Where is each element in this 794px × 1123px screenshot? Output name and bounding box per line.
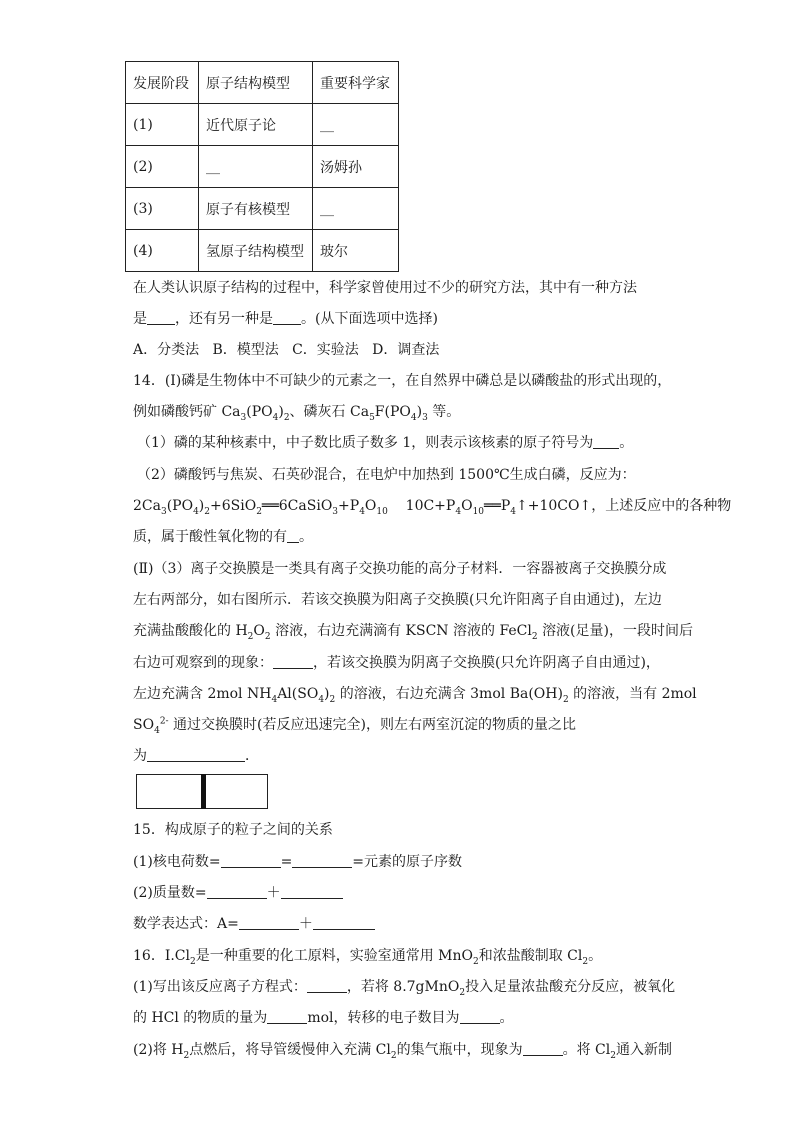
q15-text-line	[133, 852, 462, 872]
q14-text: SO	[133, 717, 155, 733]
q14-text: 溶液(足量)，一段时间后	[542, 623, 693, 639]
q13-text: 。(从下面选项中选择)	[301, 311, 438, 327]
equation-text: ↑+10CO↑，上述反应中的各种物	[516, 498, 732, 514]
q14-text: （1）磷的某种核素中，中子数比质子数多 1，则表示该核素的原子符号为	[137, 435, 594, 451]
q16-text: (1)写出该反应离子方程式：	[133, 979, 307, 995]
q16-text: mol，转移的电子数目为	[307, 1010, 460, 1026]
table-cell: __	[199, 146, 313, 188]
q13-options	[133, 340, 439, 360]
table-row	[126, 146, 399, 188]
q14-text: 充满盐酸酸化的 H	[133, 623, 248, 639]
q16-text: 是一种重要的化工原料，实验室通常用 MnO	[195, 948, 473, 964]
q15-title-text: 15．构成原子的粒子之间的关系	[133, 822, 333, 838]
q16-text: ，若将 8.7gMnO	[346, 979, 460, 995]
ion-exchange-membrane	[201, 774, 206, 809]
q14-equation-line: $2Ca_3(PO_4)_2+6SiO_2══6CaSiO_3+P_4O_{10}$ $10C+P_4O_{10}══P_4↑+10CO↑$，上述反应中的各种物	[133, 498, 732, 517]
table-cell: (3)	[126, 188, 199, 230]
q16-text: 点燃后，将导管缓慢伸入充满 Cl	[189, 1042, 391, 1058]
table-cell: 玻尔	[313, 230, 399, 272]
q16-text: 的 HCl 的物质的量为	[133, 1010, 268, 1026]
equation-text: +P	[338, 498, 360, 514]
q15-text: (1)核电荷数=	[133, 854, 221, 870]
table-cell: 氢原子结构模型	[199, 230, 313, 272]
q14-text: 、磷灰石 Ca	[289, 404, 370, 420]
q14-text-line	[133, 590, 662, 610]
answer-blank[interactable]	[147, 310, 175, 325]
q14-text-line: $SO_4^{2-}$ 通过交换膜时(若反应迅速完全)，则左右两室沉淀的物质的量之比	[133, 716, 576, 736]
answer-blank[interactable]	[307, 978, 347, 993]
table-cell: (4)	[126, 230, 199, 272]
q16-text: (2)将 H	[133, 1042, 184, 1058]
answer-blank[interactable]	[273, 310, 301, 325]
q16-text-line: (2)将 $H_2$点燃后，将导管缓慢伸入充满 $Cl_2$的集气瓶中，现象为 。将 $Cl_2$通入新制	[133, 1042, 672, 1061]
q14-text-line: 充满盐酸酸化的 $H_2O_2$ 溶液，右边充满滴有 KSCN 溶液的 FeCl$_2$ 溶液(足量)，一段时间后	[133, 623, 693, 642]
answer-blank[interactable]	[239, 915, 299, 930]
q15-text: =元素的原子序数	[352, 854, 463, 870]
q14-line8: 左右两部分，如右图所示．若该交换膜为阳离子交换膜(只允许阳离子自由通过)，左边	[133, 592, 662, 608]
q14-text: 等。	[432, 404, 461, 420]
q16-text: 。	[499, 1010, 514, 1026]
q14-line1: 14．(Ⅰ)磷是生物体中不可缺少的元素之一，在自然界中磷总是以磷酸盐的形式出现的，	[133, 373, 672, 389]
equation-text: 10C+P	[387, 498, 456, 514]
q14-line4: （2）磷酸钙与焦炭、石英砂混合，在电炉中加热到 1500℃生成白磷，反应为：	[137, 467, 636, 483]
q14-text: 质，属于酸性氧化物的有	[133, 529, 287, 545]
q15-text: (2)质量数=	[133, 885, 207, 901]
answer-blank[interactable]	[207, 884, 267, 899]
answer-blank[interactable]	[292, 853, 352, 868]
q13-text-line	[133, 278, 637, 298]
table-header-cell: 重要科学家	[313, 62, 399, 104]
table-cell: __	[313, 104, 399, 146]
q14-text: 左边充满含 2mol NH	[133, 686, 272, 702]
table-header-row	[126, 62, 399, 104]
q15-title	[133, 820, 333, 840]
q14-text-line: 左边充满含 2mol $NH_4Al(SO_4)_2$ 的溶液，右边充满含 3mol $Ba(OH)_2$ 的溶液，当有 2mol	[133, 686, 697, 705]
q15-text: ＋	[298, 916, 313, 932]
q14-text: 例如磷酸钙矿 Ca	[133, 404, 241, 420]
q13-text: 是	[133, 311, 147, 327]
q14-text: 为	[133, 748, 147, 764]
q16-text-line	[133, 1008, 514, 1028]
q14-text-line	[137, 433, 633, 453]
q16-text: 。	[588, 948, 603, 964]
answer-blank[interactable]	[221, 853, 281, 868]
equation-text: ══P	[484, 498, 511, 514]
table-row	[126, 104, 399, 146]
q14-text: 。	[619, 435, 634, 451]
q16-text-line: 16．$I.Cl_2$是一种重要的化工原料，实验室通常用 MnO$_2$和浓盐酸制取 $Cl_2$。	[133, 948, 603, 967]
q14-text: 通过交换膜时(若反应迅速完全)，则左右两室沉淀的物质的量之比	[173, 717, 576, 733]
equation-text: +6SiO	[210, 498, 257, 514]
q13-line1: 在人类认识原子结构的过程中，科学家曾使用过不少的研究方法，其中有一种方法	[133, 280, 637, 296]
q16-text: 。将 Cl	[562, 1042, 611, 1058]
q14-text: 的溶液，当有 2mol	[573, 686, 697, 702]
table-cell: 汤姆孙	[313, 146, 399, 188]
table-cell: 原子有核模型	[199, 188, 313, 230]
answer-blank[interactable]	[267, 1009, 307, 1024]
q14-line7: (Ⅱ)（3）离子交换膜是一类具有离子交换功能的高分子材料．一容器被离子交换膜分成	[133, 561, 667, 577]
q15-text-line	[133, 883, 343, 903]
q16-text: 16．I.Cl	[133, 948, 190, 964]
answer-blank[interactable]	[147, 747, 245, 762]
table-cell: __	[313, 188, 399, 230]
equation-text: ══6CaSiO	[261, 498, 333, 514]
answer-blank[interactable]	[287, 528, 299, 543]
table-row	[126, 188, 399, 230]
q14-text-line	[133, 653, 660, 673]
q15-text-line	[133, 914, 375, 934]
q14-text-line	[133, 746, 259, 766]
answer-blank[interactable]	[593, 434, 619, 449]
q16-text: 投入足量浓盐酸充分反应，被氧化	[465, 979, 676, 995]
table-cell: (2)	[126, 146, 199, 188]
q15-text: ＋	[266, 885, 281, 901]
answer-blank[interactable]	[460, 1009, 500, 1024]
q14-text-line	[133, 559, 666, 579]
q15-text: =	[280, 854, 293, 870]
answer-blank[interactable]	[313, 915, 375, 930]
q14-text-line	[137, 465, 636, 485]
q14-text: Al(SO	[277, 686, 319, 702]
table-header-cell: 原子结构模型	[199, 62, 313, 104]
q15-text: 数学表达式：A=	[133, 916, 239, 932]
q13-text: ，还有另一种是	[175, 311, 273, 327]
q14-text: 。	[299, 529, 313, 545]
q14-text-line	[133, 527, 313, 547]
answer-blank[interactable]	[523, 1041, 563, 1056]
q16-text-line: (1)写出该反应离子方程式： ，若将 8.7gMnO$_2$投入足量浓盐酸充分反应，被氧化	[133, 979, 676, 998]
q14-text-line: 例如磷酸钙矿 $Ca_3(PO_4)_2$、磷灰石 $Ca_5F(PO_4)_3$ 等。	[133, 404, 461, 423]
q16-text: 和浓盐酸制取 Cl	[478, 948, 583, 964]
table-cell: (1)	[126, 104, 199, 146]
q16-text: 通入新制	[615, 1042, 672, 1058]
answer-blank[interactable]	[281, 884, 343, 899]
atomic-model-table	[125, 61, 399, 272]
answer-blank[interactable]	[273, 654, 313, 669]
table-row	[126, 230, 399, 272]
q14-text: ，若该交换膜为阴离子交换膜(只允许阴离子自由通过)，	[313, 655, 660, 671]
q14-text: 溶液，右边充满滴有 KSCN 溶液的 FeCl	[275, 623, 532, 639]
q13-options-text: A．分类法 B．模型法 C．实验法 D．调查法	[133, 342, 440, 358]
equation-text: 2Ca	[133, 498, 161, 514]
q14-text-line	[133, 371, 671, 391]
q14-text: ．	[245, 748, 259, 764]
q14-text: 右边可观察到的现象：	[133, 655, 273, 671]
q14-text: 的溶液，右边充满含 3mol Ba(OH)	[339, 686, 563, 702]
table-cell: 近代原子论	[199, 104, 313, 146]
q13-text-line	[133, 309, 438, 329]
ion-exchange-container-diagram	[136, 774, 268, 809]
table-header-cell: 发展阶段	[126, 62, 199, 104]
q16-text: 的集气瓶中，现象为	[396, 1042, 523, 1058]
